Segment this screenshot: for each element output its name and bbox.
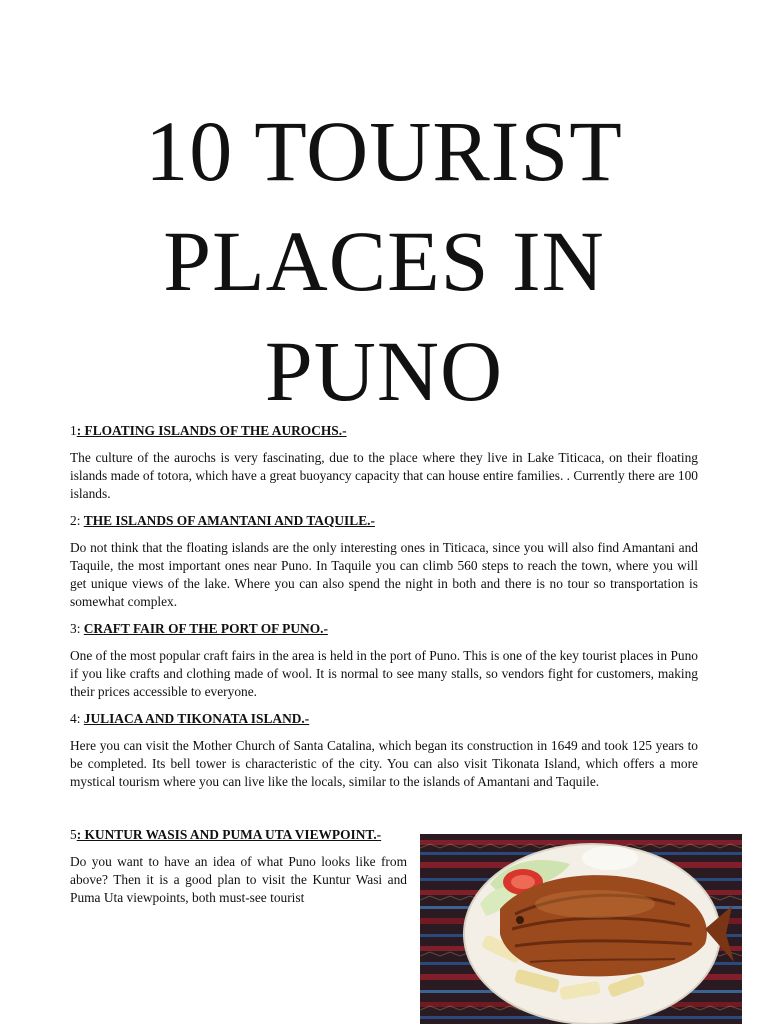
section-paragraph-4: Here you can visit the Mother Church of Santa Catalina, which began its construction in 1649 and took 125 years to be completed. Its bell tower is characteristic of the city. You can also visit Tikonata Island, which offers a more mystical tourism where you can live like the locals, similar to the islands of Amantani and Taquile. [70,738,698,789]
section-paragraph-5: Do you want to have an idea of what Puno looks like from above? Then it is a good plan to visit the Kuntur Wasi and Puma Uta viewpoints, both must-see tourist [70,854,407,905]
section-title: JULIACA AND TIKONATA ISLAND.- [83,711,310,726]
document-title [0,96,768,426]
document-body [70,422,698,800]
fried-fish-photo [420,834,742,1024]
section-paragraph-1: The culture of the aurochs is very fascinating, due to the place where they live in Lake Titicaca, on their floating islands made of totora, which have a great buoyancy capacity that can house entire families. . Currently there are 100 islands. [70,450,698,501]
section-heading-2 [70,512,698,530]
section-number: 4: [70,711,84,726]
fried-fish-illustration [420,834,742,1024]
section-number: 2: [70,513,84,528]
section-paragraph-2: Do not think that the floating islands are the only interesting ones in Titicaca, since you will also find Amantani and Taquile, the most important ones near Puno. In Taquile you can climb 560 steps to reach the town, where you will get unique views of the lake. Where you can also spend the night in both and there is no tour so transportation is somewhat complex. [70,540,698,609]
section-number: 3: [70,621,84,636]
section-title: : FLOATING ISLANDS OF THE AUROCHS.- [76,423,347,438]
title-line-3: PUNO [264,323,504,419]
section-heading-3 [70,620,698,638]
section-title: CRAFT FAIR OF THE PORT OF PUNO.- [83,621,328,636]
section-heading-1 [70,422,698,440]
section-number: 1 [70,423,77,438]
section-title: : KUNTUR WASIS AND PUMA UTA VIEWPOINT.- [76,827,382,842]
section-number: 5 [70,827,77,842]
section-title: THE ISLANDS OF AMANTANI AND TAQUILE.- [83,513,375,528]
section-paragraph-3: One of the most popular craft fairs in the area is held in the port of Puno. This is one of the key tourist places in Puno if you like crafts and clothing made of wool. It is normal to see many stalls, so vendors fight for customers, making their prices accessible to everyone. [70,648,698,699]
section-5-column [70,826,407,916]
title-line-1: 10 TOURIST [145,103,623,199]
section-heading-5 [70,826,407,844]
section-heading-4 [70,710,698,728]
title-line-2: PLACES IN [163,213,605,309]
